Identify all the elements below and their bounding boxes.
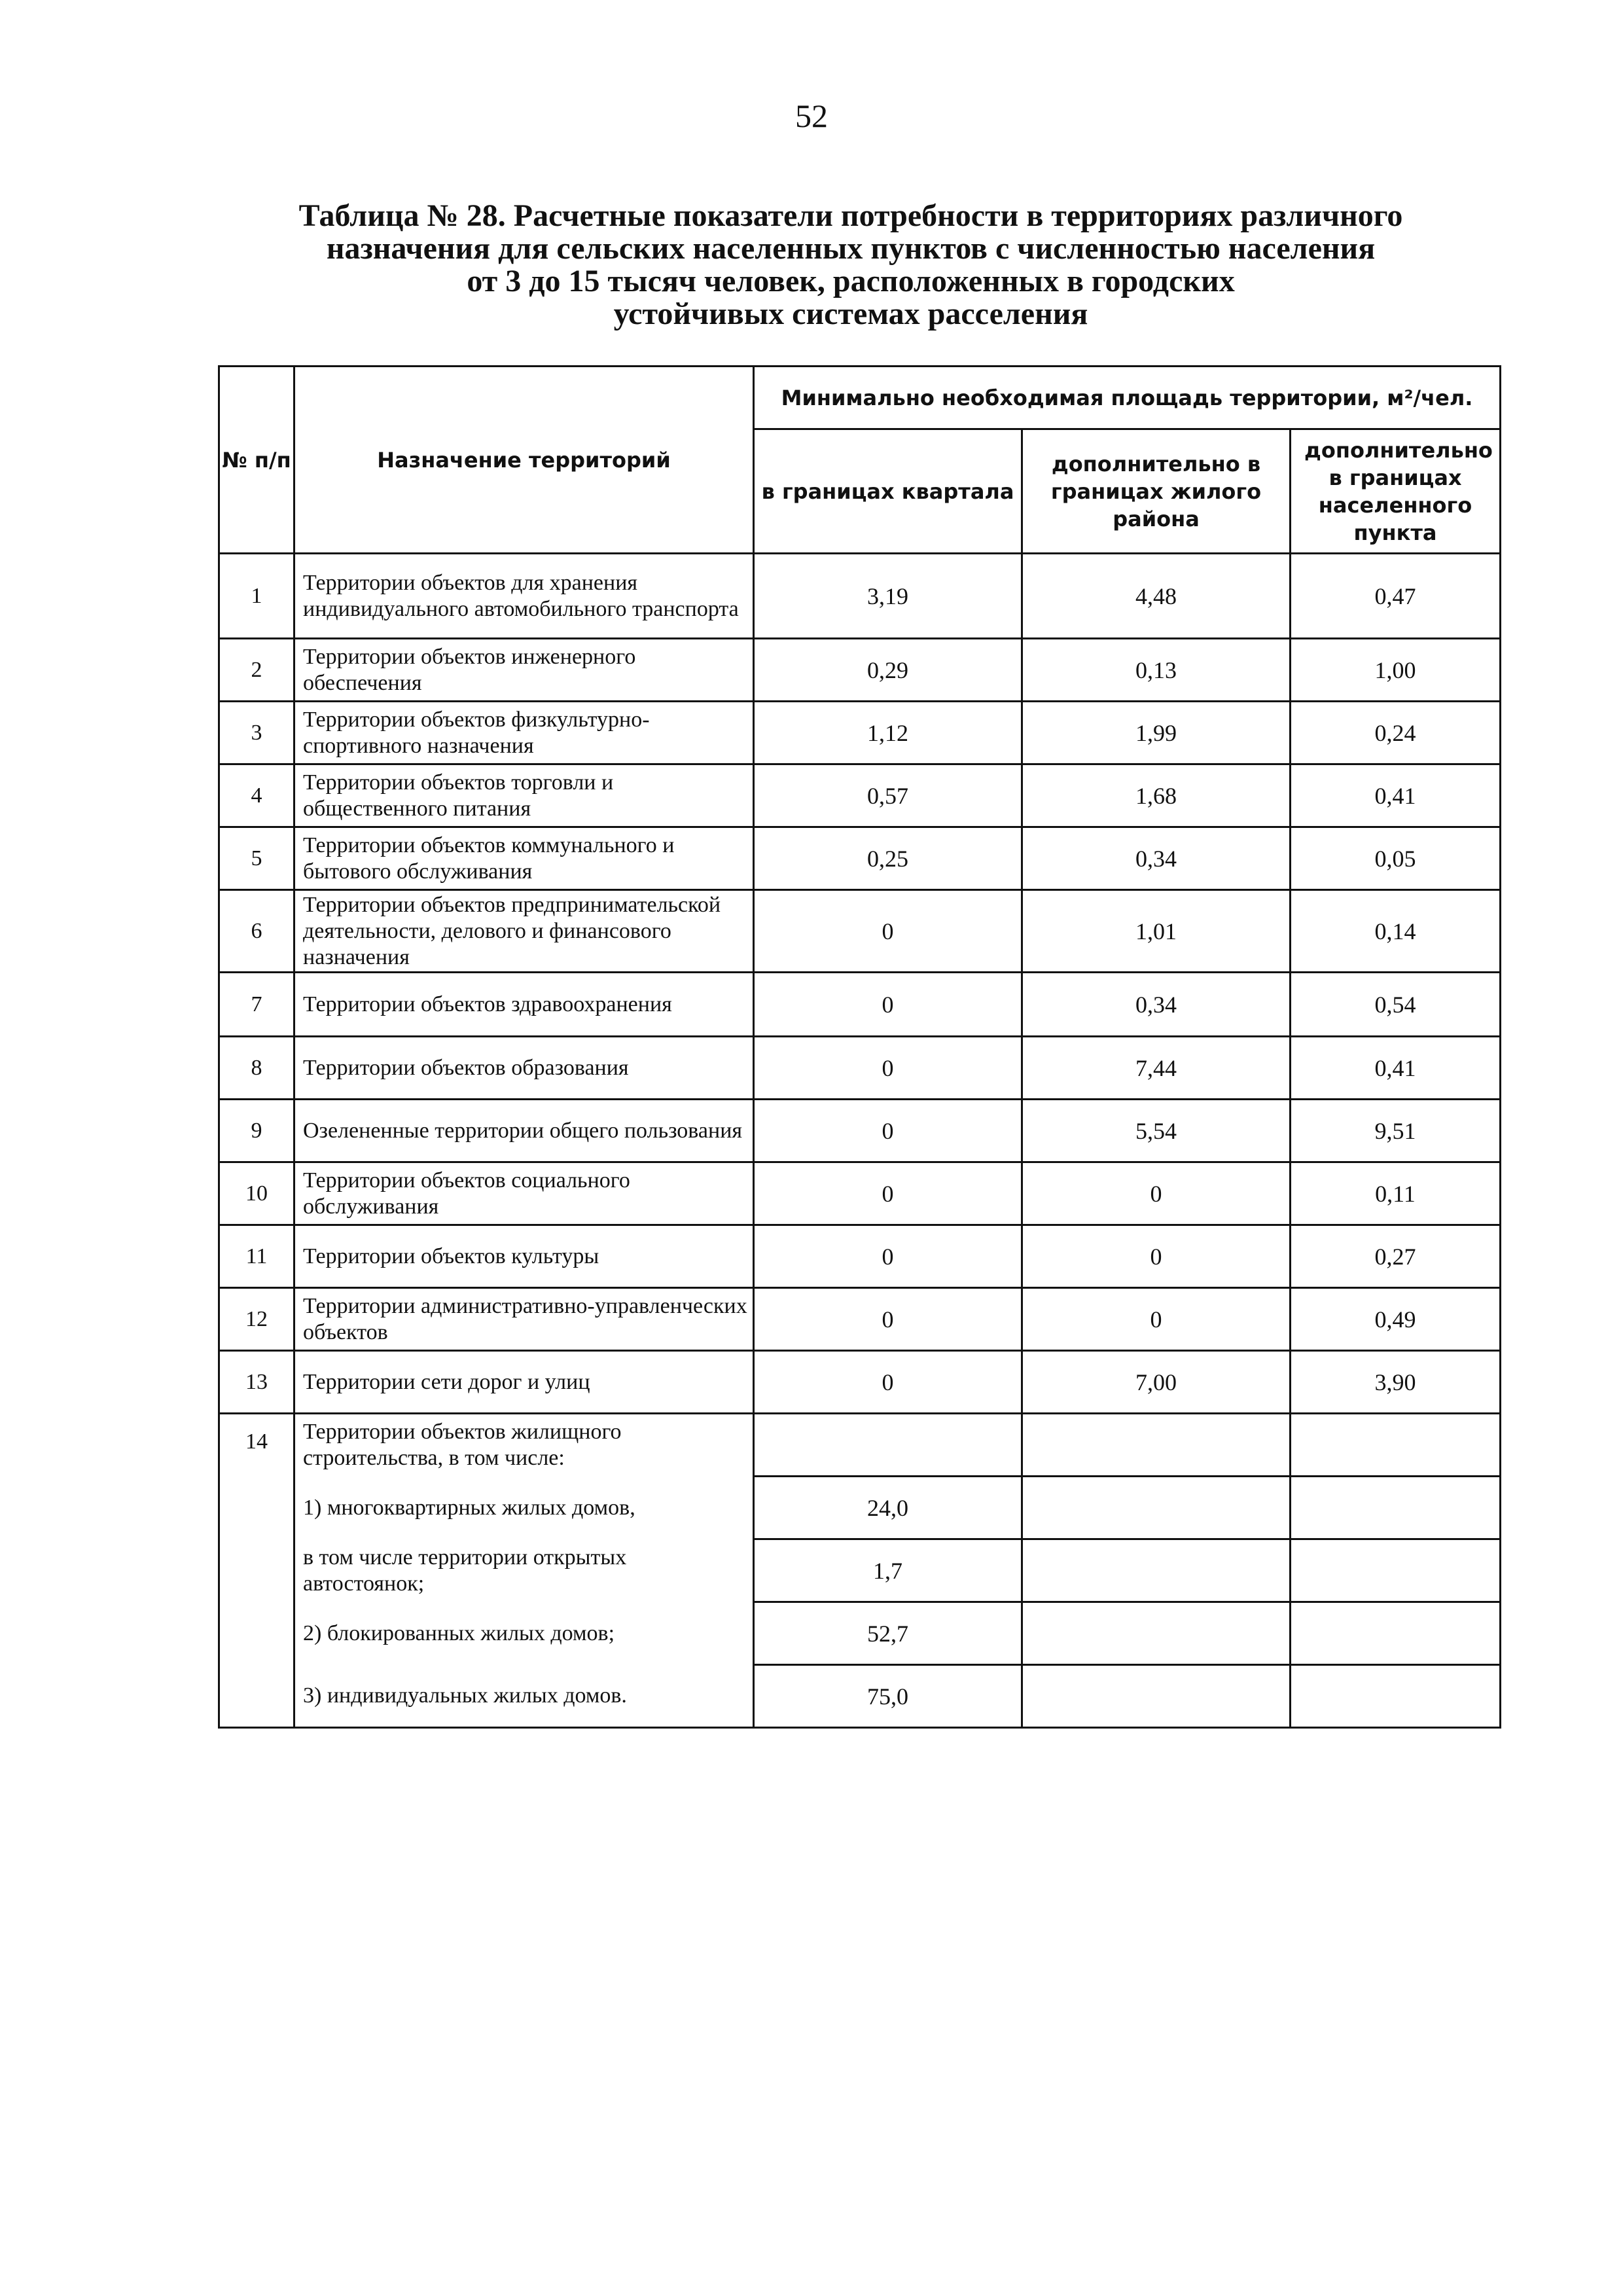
value-residential-district: 7,00 [1022, 1351, 1291, 1414]
title-line: Таблица № 28. Расчетные показатели потребности в территориях различного [298, 198, 1403, 233]
value-residential-district [1022, 1665, 1291, 1728]
header-settlement: дополнительно в границах населенного пункта [1291, 429, 1501, 554]
value-block: 0 [754, 1288, 1022, 1351]
value-settlement: 0,24 [1291, 702, 1501, 764]
row-number: 13 [219, 1351, 294, 1414]
row-territory-name: Территории объектов культуры [294, 1225, 754, 1288]
table-row [219, 639, 1501, 702]
value-settlement [1291, 1477, 1501, 1539]
value-block: 75,0 [754, 1665, 1022, 1728]
value-settlement: 0,49 [1291, 1288, 1501, 1351]
row-number: 9 [219, 1100, 294, 1162]
value-settlement: 0,14 [1291, 890, 1501, 973]
table-row [219, 1225, 1501, 1288]
value-residential-district: 1,68 [1022, 764, 1291, 827]
table-row [219, 702, 1501, 764]
title-line: от 3 до 15 тысяч человек, расположенных в городских [467, 264, 1235, 298]
value-residential-district: 5,54 [1022, 1100, 1291, 1162]
row-number: 10 [219, 1162, 294, 1225]
row-territory-name: Территории объектов жилищного строительства, в том числе: [294, 1414, 754, 1477]
page-number: 52 [795, 98, 828, 134]
row-number: 12 [219, 1288, 294, 1351]
value-residential-district [1022, 1477, 1291, 1539]
title-line: назначения для сельских населенных пунктов с численностью населения [326, 231, 1376, 266]
table-row [219, 973, 1501, 1037]
value-settlement: 0,27 [1291, 1225, 1501, 1288]
table-row [219, 554, 1501, 639]
value-residential-district: 7,44 [1022, 1037, 1291, 1100]
value-residential-district: 4,48 [1022, 554, 1291, 639]
value-settlement [1291, 1414, 1501, 1477]
table-subrow [219, 1539, 1501, 1602]
value-residential-district [1022, 1414, 1291, 1477]
row-number: 7 [219, 973, 294, 1037]
value-block: 1,12 [754, 702, 1022, 764]
row-territory-name: Озелененные территории общего пользования [294, 1100, 754, 1162]
row-territory-name: Территории объектов физкультурно-спортивного назначения [294, 702, 754, 764]
row-number: 1 [219, 554, 294, 639]
row-number: 11 [219, 1225, 294, 1288]
value-settlement: 9,51 [1291, 1100, 1501, 1162]
row-territory-name: Территории объектов инженерного обеспечения [294, 639, 754, 702]
value-residential-district: 0 [1022, 1162, 1291, 1225]
value-block: 0 [754, 1037, 1022, 1100]
value-settlement: 0,54 [1291, 973, 1501, 1037]
header-area-group: Минимально необходимая площадь территории, м²/чел. [754, 367, 1501, 429]
table-row [219, 1100, 1501, 1162]
value-block: 0 [754, 1225, 1022, 1288]
table-subrow [219, 1414, 1501, 1477]
row-number: 5 [219, 827, 294, 890]
table-row [219, 890, 1501, 973]
value-block: 0 [754, 1351, 1022, 1414]
value-block: 0 [754, 890, 1022, 973]
value-block: 52,7 [754, 1602, 1022, 1665]
table-row [219, 1288, 1501, 1351]
table-subrow [219, 1665, 1501, 1728]
table-row [219, 1037, 1501, 1100]
value-residential-district: 0,34 [1022, 973, 1291, 1037]
value-settlement: 0,05 [1291, 827, 1501, 890]
territory-table [218, 365, 1501, 1729]
row-territory-name: в том числе территории открытых автостоянок; [294, 1539, 754, 1602]
row-number: 4 [219, 764, 294, 827]
title-line: устойчивых системах расселения [613, 296, 1088, 331]
value-residential-district [1022, 1539, 1291, 1602]
value-residential-district: 0 [1022, 1288, 1291, 1351]
row-territory-name: Территории объектов здравоохранения [294, 973, 754, 1037]
table-row [219, 1351, 1501, 1414]
table-row [219, 827, 1501, 890]
row-number: 2 [219, 639, 294, 702]
row-territory-name: 1) многоквартирных жилых домов, [294, 1477, 754, 1539]
table-row [219, 1162, 1501, 1225]
row-number: 8 [219, 1037, 294, 1100]
row-territory-name: Территории сети дорог и улиц [294, 1351, 754, 1414]
row-territory-name: Территории объектов образования [294, 1037, 754, 1100]
value-residential-district: 1,01 [1022, 890, 1291, 973]
value-residential-district [1022, 1602, 1291, 1665]
value-block: 0 [754, 1162, 1022, 1225]
value-block: 0,25 [754, 827, 1022, 890]
header-purpose: Назначение территорий [294, 367, 754, 554]
table-subrow [219, 1602, 1501, 1665]
value-settlement [1291, 1665, 1501, 1728]
value-settlement: 0,41 [1291, 764, 1501, 827]
row-territory-name: Территории объектов торговли и общественного питания [294, 764, 754, 827]
value-settlement: 0,11 [1291, 1162, 1501, 1225]
value-block [754, 1414, 1022, 1477]
header-num: № п/п [219, 367, 294, 554]
value-settlement [1291, 1602, 1501, 1665]
row-number: 14 [219, 1414, 294, 1728]
value-block: 3,19 [754, 554, 1022, 639]
value-residential-district: 0,13 [1022, 639, 1291, 702]
table-title [216, 200, 1486, 331]
row-territory-name: Территории объектов социального обслуживания [294, 1162, 754, 1225]
value-block: 0 [754, 1100, 1022, 1162]
table-row [219, 764, 1501, 827]
value-settlement: 0,47 [1291, 554, 1501, 639]
value-block: 24,0 [754, 1477, 1022, 1539]
value-residential-district: 0,34 [1022, 827, 1291, 890]
value-settlement: 3,90 [1291, 1351, 1501, 1414]
header-residential-district: дополнительно в границах жилого района [1022, 429, 1291, 554]
value-settlement: 0,41 [1291, 1037, 1501, 1100]
row-number: 6 [219, 890, 294, 973]
row-territory-name: 3) индивидуальных жилых домов. [294, 1665, 754, 1728]
value-block: 0,57 [754, 764, 1022, 827]
value-settlement [1291, 1539, 1501, 1602]
row-number: 3 [219, 702, 294, 764]
row-territory-name: Территории объектов для хранения индивидуального автомобильного транспорта [294, 554, 754, 639]
row-territory-name: Территории административно-управленческих объектов [294, 1288, 754, 1351]
row-territory-name: Территории объектов коммунального и бытового обслуживания [294, 827, 754, 890]
header-block: в границах квартала [754, 429, 1022, 554]
value-block: 0 [754, 973, 1022, 1037]
row-territory-name: Территории объектов предпринимательской деятельности, делового и финансового назначения [294, 890, 754, 973]
value-residential-district: 0 [1022, 1225, 1291, 1288]
value-block: 1,7 [754, 1539, 1022, 1602]
table-subrow [219, 1477, 1501, 1539]
value-block: 0,29 [754, 639, 1022, 702]
row-territory-name: 2) блокированных жилых домов; [294, 1602, 754, 1665]
value-residential-district: 1,99 [1022, 702, 1291, 764]
value-settlement: 1,00 [1291, 639, 1501, 702]
